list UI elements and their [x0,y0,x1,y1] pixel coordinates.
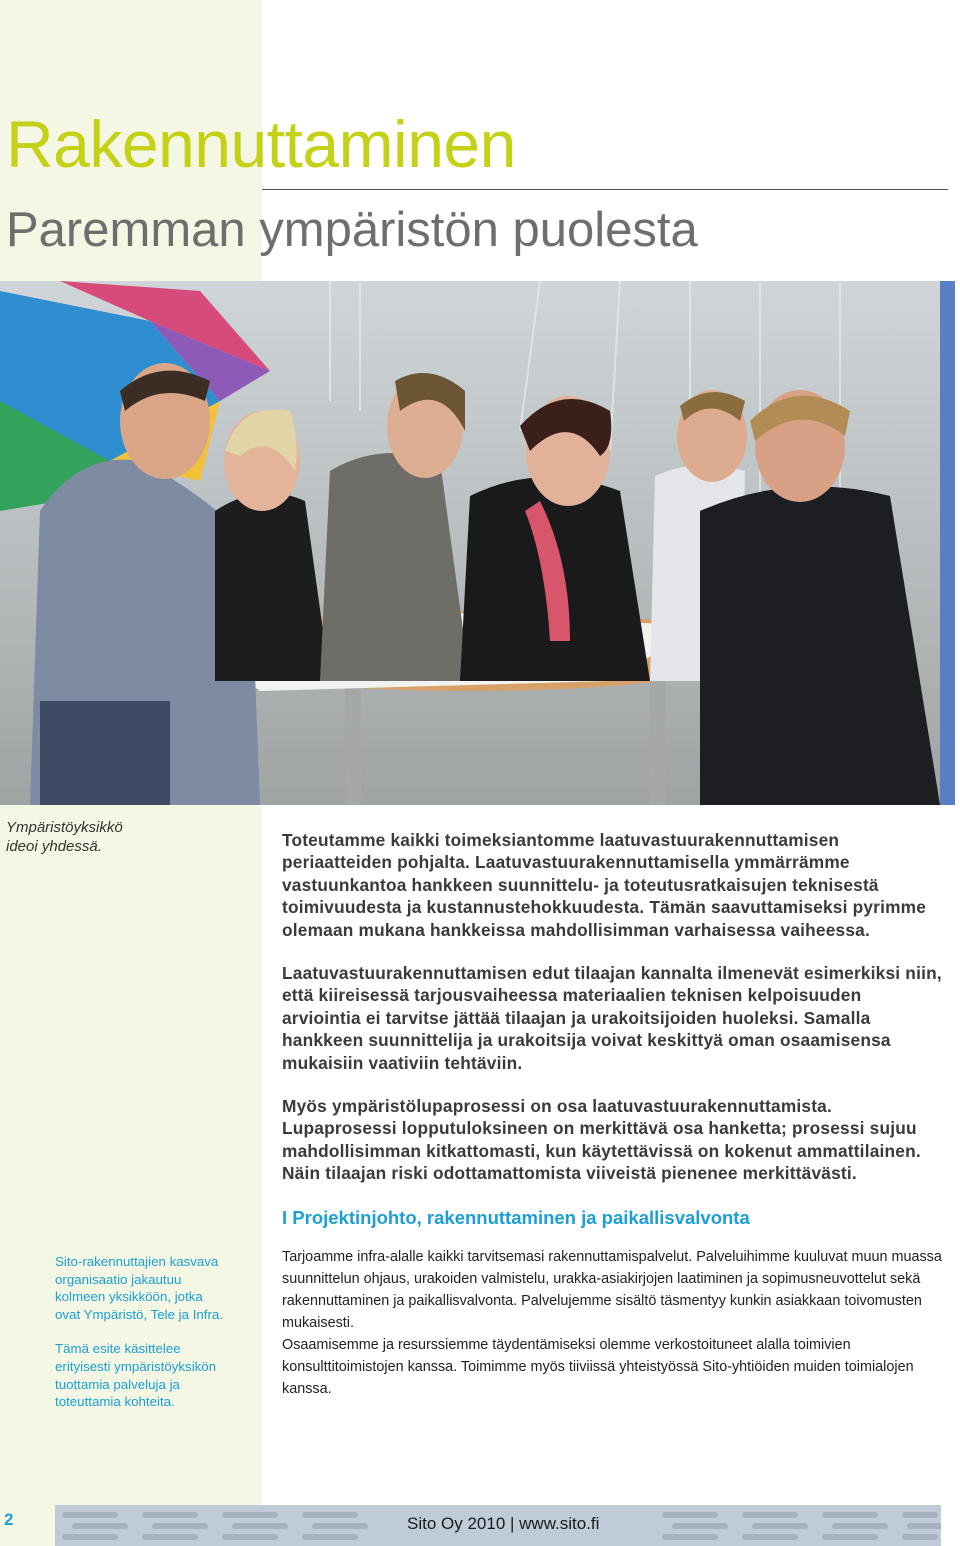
section-paragraph-2: Osaamisemme ja resurssiemme täydentämiseksi olemme verkostoituneet alalla toimivien konsulttitoimistojen kanssa. Toimimme myös tiiviissä yhteistyössä Sito-yhtiöiden muiden toimialojen kanssa. [282,1336,914,1397]
page-number: 2 [4,1510,14,1529]
section-paragraph-1: Tarjoamme infra-alalle kaikki tarvitsemasi rakennuttamispalvelut. Palveluihimme kuuluvat muun muassa suunnittelun ohjaus, urakoiden valmistelu, urakka-asiakirjojen laatiminen ja sopimusneuvottelut sekä rakennuttaminen ja paikallisvalvonta. Palvelujemme sisältö täsmentyy kunkin asiakkaan toivomusten mukaisesti. [282,1248,942,1331]
page-subtitle: Paremman ympäristön puolesta [6,203,698,257]
footer-company-text: Sito Oy 2010 | www.sito.fi [407,1514,600,1533]
page-title: Rakennuttaminen [6,107,516,181]
section-heading: I Projektinjohto, rakennuttaminen ja paikallisvalvonta [282,1206,750,1228]
body-paragraph-3: Myös ympäristölupaprosessi on osa laatuvastuurakennuttamista. Lupaprosessi lopputuloksineen on merkittävä osa hanketta; prosessi sujuu mahdollisimman kitkattomasti, kun käytettävissä on kokenut ammattilainen. Näin tilaajan riski odottamattomista viiveistä pienenee merkittävästi. [282,1096,921,1184]
page-footer [0,1502,960,1546]
body-paragraph-1: Toteutamme kaikki toimeksiantomme laatuvastuurakennuttamisen periaatteiden pohjalta. Laatuvastuurakennuttamisella ymmärrämme vastuunkantoa hankkeen suunnittelu- ja toteutusratkaisujen teknisestä toimivuudesta ja kustannustehokkuudesta. Tämän saavuttamiseksi pyrimme olemaan mukana hankkeissa mahdollisimman varhaisessa vaiheessa. [282,830,927,940]
sidebar-note-2: Tämä esite käsittelee erityisesti ympäristöyksikön tuottamia palveluja ja toteuttamia kohteita. [55,1341,217,1410]
body-paragraph-2: Laatuvastuurakennuttamisen edut tilaajan kannalta ilmenevät esimerkiksi niin, että kiireisessä tarjousvaiheessa materiaalien teknisen kelpoisuuden arviointia ei tarvitse jättää tilaajan ja urakoitsijoiden huoleksi. Samalla hankkeen suunnittelija ja urakoitsija voivat keskittyä oman osaamisensa mukaisiin vaativiin tehtäviin. [282,963,942,1073]
title-divider [262,189,948,190]
sidebar-notes [55,1253,230,1428]
photo-caption-line-1: Ympäristöyksikkö [6,819,123,836]
photo-caption [6,818,206,856]
main-text-column [282,829,942,1400]
sidebar-note-1: Sito-rakennuttajien kasvava organisaatio jakautuu kolmeen yksikköön, jotka ovat Ympäristö, Tele ja Infra. [55,1254,224,1322]
photo-caption-line-2: ideoi yhdessä. [6,838,102,855]
team-photo [0,281,955,805]
